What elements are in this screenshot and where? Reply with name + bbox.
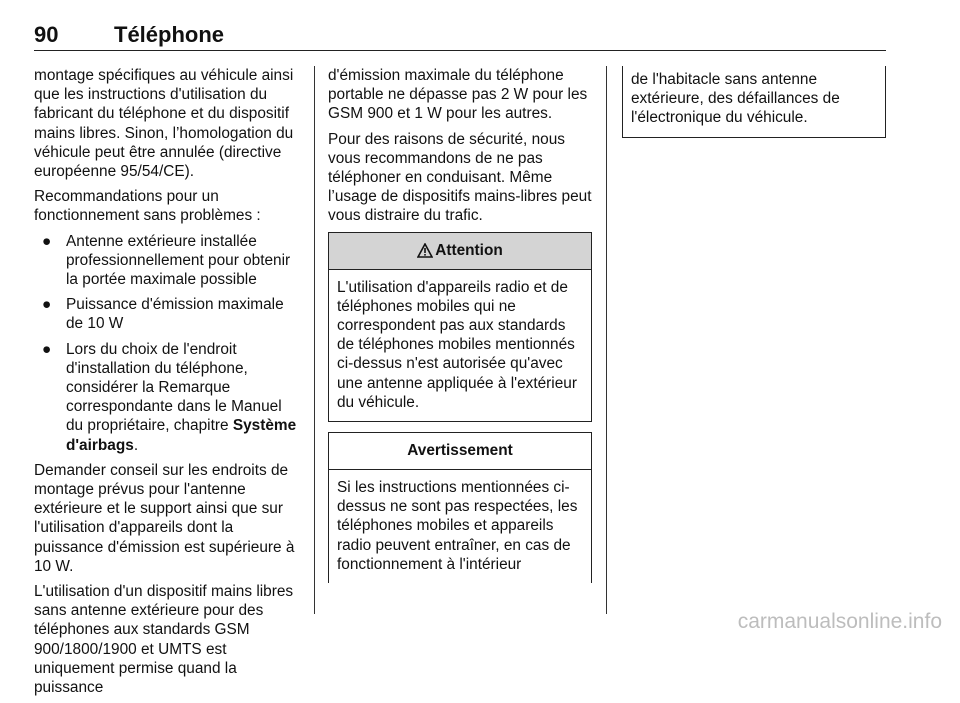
paragraph: Demander conseil sur les endroits de montage prévus pour l'antenne extérieure et le support ainsi que sur l'utilisation d'appareils dont la puissance d'émission est supérieure à 10 W. bbox=[34, 461, 295, 575]
attention-header bbox=[329, 233, 591, 270]
list-item bbox=[34, 295, 302, 333]
attention-body: L'utilisation d'appareils radio et de téléphones mobiles qui ne correspondent pas aux standards de téléphones mobiles mentionnés ci-dessus n'est autorisée qu'avec une antenne appliquée à l'extérieur du véhicule. bbox=[337, 278, 577, 411]
list-item-text: Lors du choix de l'endroit d'installation du téléphone, considérer la Remarque correspondante dans le Manuel du propriétaire, chapitre bbox=[66, 340, 282, 435]
list-item bbox=[34, 232, 302, 290]
chapter-title: Téléphone bbox=[114, 22, 225, 47]
page-number: 90 bbox=[34, 22, 59, 47]
warning-title: Avertissement bbox=[407, 442, 513, 460]
paragraph: L'utilisation d'un dispositif mains libres sans antenne extérieure pour des téléphones aux standards GSM 900/1800/1900 et UMTS est uniquement permise quand la puissance bbox=[34, 583, 294, 697]
column-divider bbox=[606, 66, 607, 614]
column-right bbox=[622, 66, 886, 138]
bullet-icon: ● bbox=[42, 232, 52, 250]
list-item bbox=[34, 340, 302, 455]
list-item-text: Puissance d'émission maximale de 10 W bbox=[66, 296, 284, 333]
bullet-icon: ● bbox=[42, 340, 52, 358]
warning-triangle-icon bbox=[417, 243, 433, 258]
warning-box-continued bbox=[622, 66, 886, 138]
column-divider bbox=[314, 66, 315, 614]
attention-title: Attention bbox=[435, 241, 503, 259]
chapter-reference: Système d'airbags bbox=[66, 417, 297, 454]
warning-continued-text: de l'habitacle sans antenne extérieure, des défaillances de l'électronique du véhicule. bbox=[631, 71, 840, 127]
warning-header bbox=[329, 433, 591, 470]
recommendation-list bbox=[34, 232, 302, 455]
attention-box bbox=[328, 232, 592, 422]
paragraph: Recommandations pour un fonctionnement sans problèmes : bbox=[34, 188, 261, 225]
warning-box bbox=[328, 432, 592, 583]
paragraph: d'émission maximale du téléphone portable ne dépasse pas 2 W pour les GSM 900 et 1 W pour les autres. bbox=[328, 67, 588, 123]
paragraph: montage spécifiques au véhicule ainsi que les instructions d'utilisation du fabricant du téléphone et du dispositif mains libres. Sinon, l’homologation du véhicule peut être annulée (directive européenne 95/54/CE). bbox=[34, 67, 294, 181]
column-left bbox=[34, 66, 302, 703]
page-header bbox=[34, 22, 886, 51]
column-middle bbox=[328, 66, 592, 583]
paragraph: Pour des raisons de sécurité, nous vous recommandons de ne pas téléphoner en conduisant. Même l’usage de dispositifs mains-libres peut vous distraire du trafic. bbox=[328, 130, 592, 225]
warning-body: Si les instructions mentionnées ci-dessus ne sont pas respectées, les téléphones mobiles et appareils radio peuvent entraîner, en cas de fonctionnement à l'intérieur bbox=[337, 479, 578, 573]
watermark: carmanualsonline.info bbox=[737, 610, 942, 633]
list-item-text: Antenne extérieure installée professionnellement pour obtenir la portée maximale possible bbox=[66, 232, 291, 289]
list-item-punct: . bbox=[133, 436, 139, 454]
bullet-icon: ● bbox=[42, 296, 52, 314]
